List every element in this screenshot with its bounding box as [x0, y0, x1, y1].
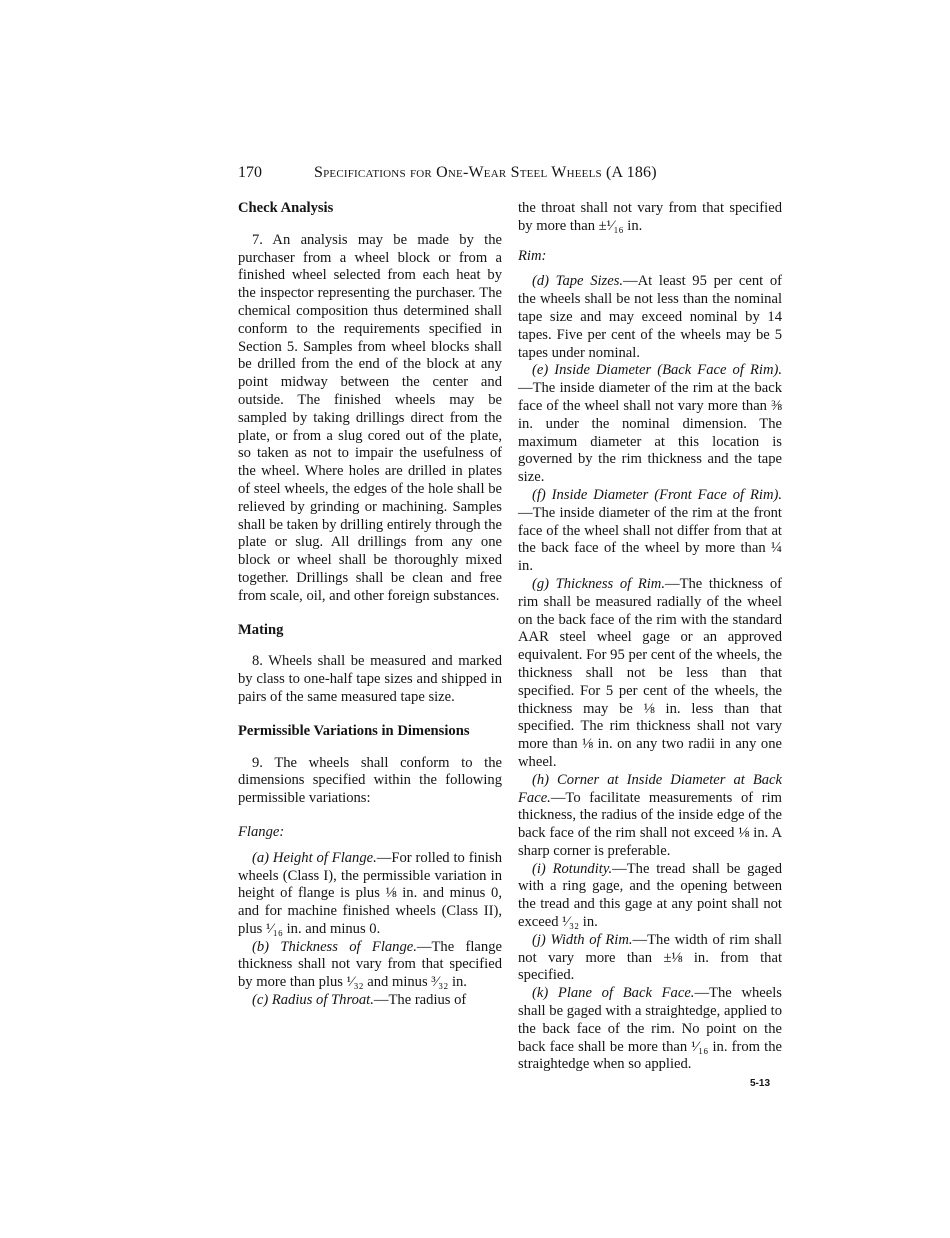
paragraph-9: 9. The wheels shall conform to the dimensions specified within the following permissible variations:: [238, 754, 502, 807]
clause-f: [518, 487, 782, 576]
clause-e-label: (e) Inside Diameter (Back Face of Rim).: [532, 362, 782, 379]
clause-j: [518, 932, 782, 985]
paragraph-8: 8. Wheels shall be measured and marked by class to one-half tape sizes and shipped in pairs of the same measured tape size.: [238, 653, 502, 705]
running-head: Specifications for One-Wear Steel Wheels (A 186): [314, 164, 657, 181]
clause-c: [238, 992, 502, 1010]
clause-a-text: —For rolled to finish wheels (Class I), the permissible variation in height of flange is plus ⅛ in. and minus 0, and for machine finished wheels (Class II), plus ¹⁄₁₆ in. and minus 0.: [238, 849, 502, 937]
right-column: [518, 200, 782, 1074]
clause-c-text: —The radius of: [373, 992, 467, 1009]
clause-b-text: —The flange thickness shall not vary from that specified by more than plus ¹⁄₃₂ and minus ³⁄₃₂ in.: [238, 938, 502, 991]
clause-h-text: —To facilitate measurements of rim thickness, the radius of the inside edge of the back face of the rim shall not exceed ⅛ in. A sharp corner is preferable.: [518, 789, 782, 859]
paragraph-7: 7. An analysis may be made by the purchaser from a wheel block or from a finished wheel selected from each heat by the inspector representing the purchaser. The chemical composition thus determined shall conform to the requirements specified in Section 5. Samples from wheel blocks shall be drilled from the end of the block at any point midway between the center and outside. The finished wheels may be sampled by taking drillings direct from the plate, or from a slug cored out of the plate, so taken as not to impair the usefulness of the wheel. Where holes are drilled in plates of steel wheels, the edges of the hole shall be relieved by grinding or machining. Samples shall be taken by drilling entirely through the plate or slug. All drillings from any one block or wheel shall be thoroughly mixed together. Drillings shall be clean and free from scale, oil, and other foreign substances.: [238, 231, 502, 604]
clause-h-label: (h) Corner at Inside Diameter at Back Face.: [518, 771, 782, 806]
clause-e: [518, 362, 782, 487]
subheading-flange: Flange:: [238, 823, 285, 840]
clause-d-label: (d) Tape Sizes.: [532, 273, 624, 290]
subheading-rim: Rim:: [518, 247, 547, 264]
clause-d: [518, 273, 782, 362]
clause-k-label: (k) Plane of Back Face.: [532, 985, 695, 1002]
clause-j-text: —The width of rim shall not vary more than ±⅛ in. from that specified.: [518, 931, 782, 984]
clause-f-label: (f) Inside Diameter (Front Face of Rim).: [532, 486, 782, 503]
clause-a-label: (a) Height of Flange.: [252, 849, 377, 866]
clause-g-label: (g) Thickness of Rim.: [532, 575, 665, 592]
clause-e-text: —The inside diameter of the rim at the back face of the wheel shall not vary more than ⅜ in. under the nominal dimension. The maximum diameter at this location is governed by the rim thickness and the tape size.: [518, 380, 782, 486]
clause-b-label: (b) Thickness of Flange.: [252, 938, 417, 955]
clause-i-label: (i) Rotundity.: [532, 860, 613, 877]
clause-g: [518, 576, 782, 772]
left-column: [238, 200, 502, 1010]
section-heading-mating: Mating: [238, 621, 284, 638]
clause-k: [518, 985, 782, 1074]
page-number: 170: [238, 164, 262, 181]
clause-k-text: —The wheels shall be gaged with a straightedge, applied to the back face of the rim. No point on the back face shall be more than ¹⁄₁₆ in. from the straightedge when so applied.: [518, 985, 782, 1073]
clause-j-label: (j) Width of Rim.: [532, 931, 633, 948]
clause-i-text: —The tread shall be gaged with a ring gage, and the opening between the tread and this gage at any point shall not exceed ¹⁄₃₂ in.: [518, 860, 782, 931]
clause-f-text: —The inside diameter of the rim at the front face of the wheel shall not differ from that at the back face of the wheel by more than ¼ in.: [518, 504, 782, 575]
clause-c-label: (c) Radius of Throat.: [252, 992, 374, 1009]
clause-a: [238, 850, 502, 939]
footer-code: 5-13: [750, 1078, 771, 1089]
clause-d-text: —At least 95 per cent of the wheels shall be not less than the nominal tape size and may exceed nominal by 14 tapes. Five per cent of the wheels may be 5 tapes under nominal.: [518, 273, 783, 361]
clause-g-text: —The thickness of rim shall be measured radially of the wheel on the back face of the rim with the standard AAR steel wheel gage or an approved equivalent. For 95 per cent of the wheels, the thickness shall not be less than that specified. For 5 per cent of the wheels, the thickness may be ⅛ in. less than that specified. The rim thickness shall not vary more than ⅛ in. on any two radii in any one wheel.: [518, 575, 782, 770]
clause-b: [238, 939, 502, 992]
clause-h: [518, 772, 782, 861]
section-heading-permissible-variations: Permissible Variations in Dimensions: [238, 722, 470, 739]
clause-i: [518, 861, 782, 932]
section-heading-check-analysis: Check Analysis: [238, 200, 334, 216]
clause-c-continued: the throat shall not vary from that specified by more than ±¹⁄₁₆ in.: [518, 200, 782, 234]
